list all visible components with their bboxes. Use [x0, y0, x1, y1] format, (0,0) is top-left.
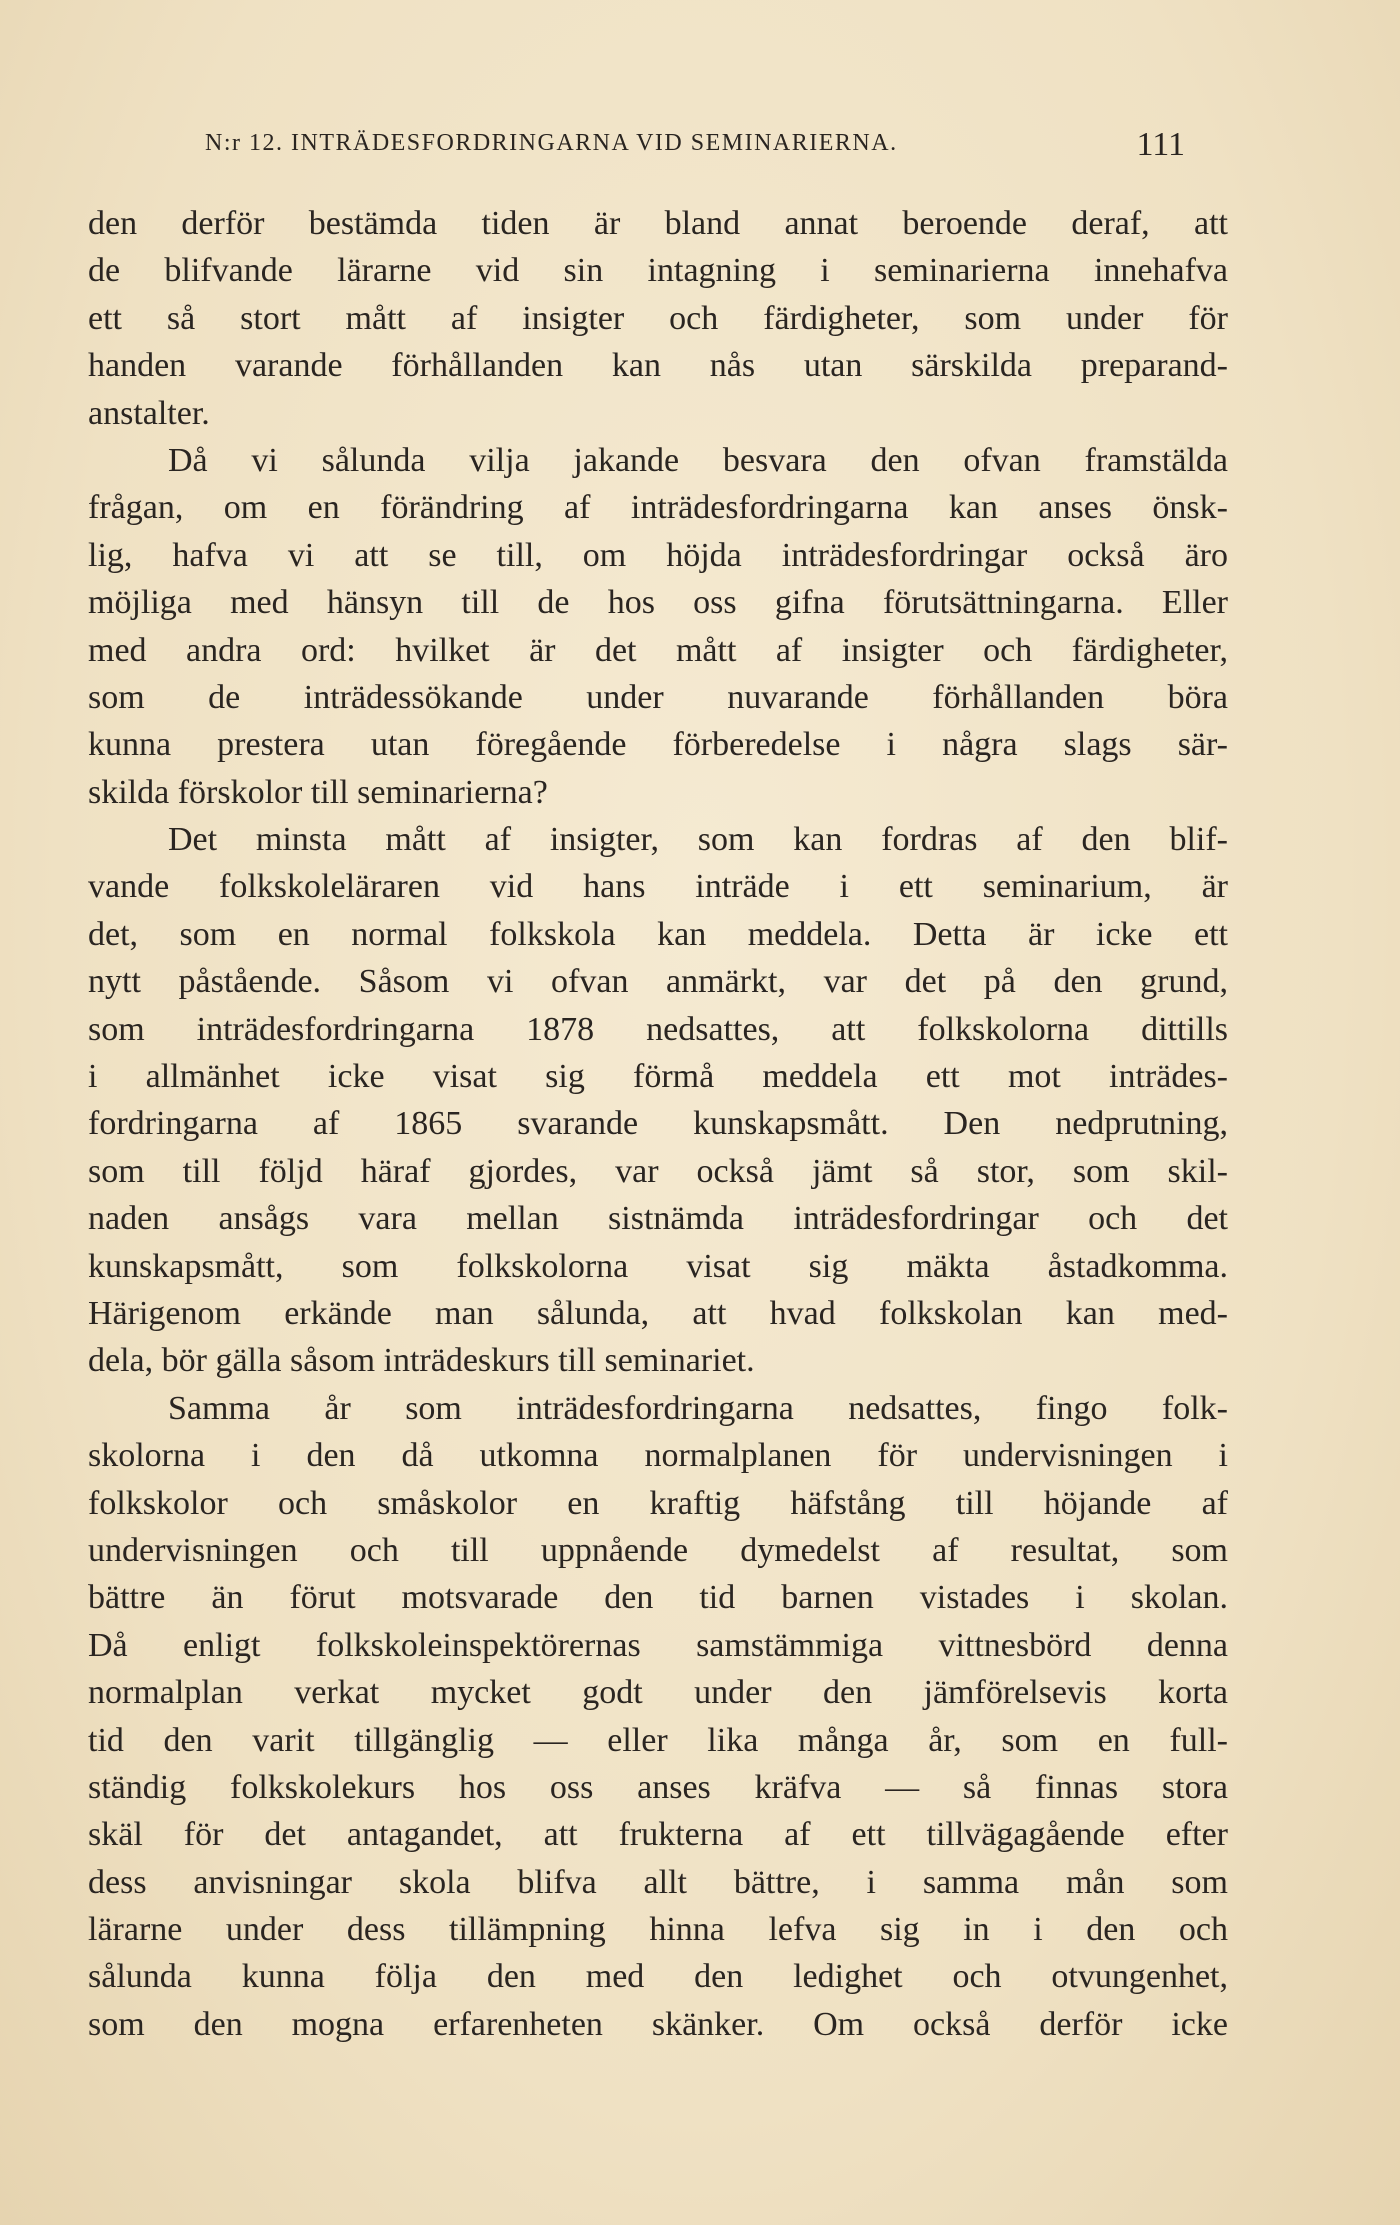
text-line: som den mogna erfarenheten skänker. Om också derför icke: [88, 2005, 1228, 2043]
text-line: som till följd häraf gjordes, var också jämt så stor, som skil-: [88, 1152, 1228, 1190]
text-line: folkskolor och småskolor en kraftig häfstång till höjande af: [88, 1484, 1228, 1522]
text-line: Då enligt folkskoleinspektörernas samstämmiga vittnesbörd denna: [88, 1626, 1228, 1664]
text-line: handen varande förhållanden kan nås utan särskilda preparand-: [88, 347, 1228, 385]
text-line: tid den varit tillgänglig — eller lika många år, som en full-: [88, 1721, 1228, 1759]
page-number: 111: [1136, 126, 1185, 163]
text-line: med andra ord: hvilket är det mått af insigter och färdigheter,: [88, 631, 1228, 669]
text-line: lärarne under dess tillämpning hinna lefva sig in i den och: [88, 1911, 1228, 1949]
text-line: frågan, om en förändring af inträdesfordringarna kan anses önsk-: [88, 489, 1228, 527]
text-line: som de inträdessökande under nuvarande förhållanden böra: [88, 678, 1228, 716]
text-line: ett så stort mått af insigter och färdigheter, som under för: [88, 299, 1228, 337]
text-line: kunskapsmått, som folkskolorna visat sig mäkta åstadkomma.: [88, 1247, 1228, 1285]
text-line: sålunda kunna följa den med den ledighet och otvungenhet,: [88, 1958, 1228, 1996]
text-line: skilda förskolor till seminarierna?: [88, 773, 548, 811]
text-line: undervisningen och till uppnående dymedelst af resultat, som: [88, 1531, 1228, 1569]
running-head: N:r 12. INTRÄDESFORDRINGARNA VID SEMINARIERNA.: [205, 130, 898, 156]
text-line: anstalter.: [88, 394, 210, 432]
text-line: kunna prestera utan föregående förberedelse i några slags sär-: [88, 726, 1228, 764]
text-line: Då vi sålunda vilja jakande besvara den ofvan framstälda: [168, 441, 1228, 479]
text-line: nytt påstående. Såsom vi ofvan anmärkt, var det på den grund,: [88, 963, 1228, 1001]
text-line: vande folkskoleläraren vid hans inträde i ett seminarium, är: [88, 868, 1228, 906]
text-line: det, som en normal folkskola kan meddela. Detta är icke ett: [88, 915, 1228, 953]
body-text: [88, 200, 1228, 2048]
text-line: dela, bör gälla såsom inträdeskurs till seminariet.: [88, 1342, 755, 1380]
text-line: lig, hafva vi att se till, om höjda inträdesfordringar också äro: [88, 536, 1228, 574]
text-line: som inträdesfordringarna 1878 nedsattes, att folkskolorna dittills: [88, 1010, 1228, 1048]
text-line: möjliga med hänsyn till de hos oss gifna förutsättningarna. Eller: [88, 584, 1228, 622]
text-line: den derför bestämda tiden är bland annat beroende deraf, att: [88, 205, 1228, 242]
text-line: de blifvande lärarne vid sin intagning i seminarierna innehafva: [88, 252, 1228, 290]
text-line: naden ansågs vara mellan sistnämda inträdesfordringar och det: [88, 1200, 1228, 1238]
text-line: fordringarna af 1865 svarande kunskapsmått. Den nedprutning,: [88, 1105, 1228, 1143]
text-line: i allmänhet icke visat sig förmå meddela ett mot inträdes-: [88, 1058, 1228, 1096]
text-line: ständig folkskolekurs hos oss anses kräfva — så finnas stora: [88, 1768, 1228, 1806]
text-line: normalplan verkat mycket godt under den jämförelsevis korta: [88, 1674, 1228, 1712]
text-line: Samma år som inträdesfordringarna nedsattes, fingo folk-: [168, 1389, 1228, 1427]
page-header: [205, 126, 1205, 166]
text-line: dess anvisningar skola blifva allt bättre, i samma mån som: [88, 1863, 1228, 1901]
text-line: bättre än förut motsvarade den tid barnen vistades i skolan.: [88, 1579, 1228, 1617]
text-line: Det minsta mått af insigter, som kan fordras af den blif-: [168, 821, 1228, 859]
text-line: skolorna i den då utkomna normalplanen för undervisningen i: [88, 1437, 1228, 1475]
text-line: Härigenom erkände man sålunda, att hvad folkskolan kan med-: [88, 1294, 1228, 1332]
text-line: skäl för det antagandet, att frukterna af ett tillvägagående efter: [88, 1816, 1228, 1854]
